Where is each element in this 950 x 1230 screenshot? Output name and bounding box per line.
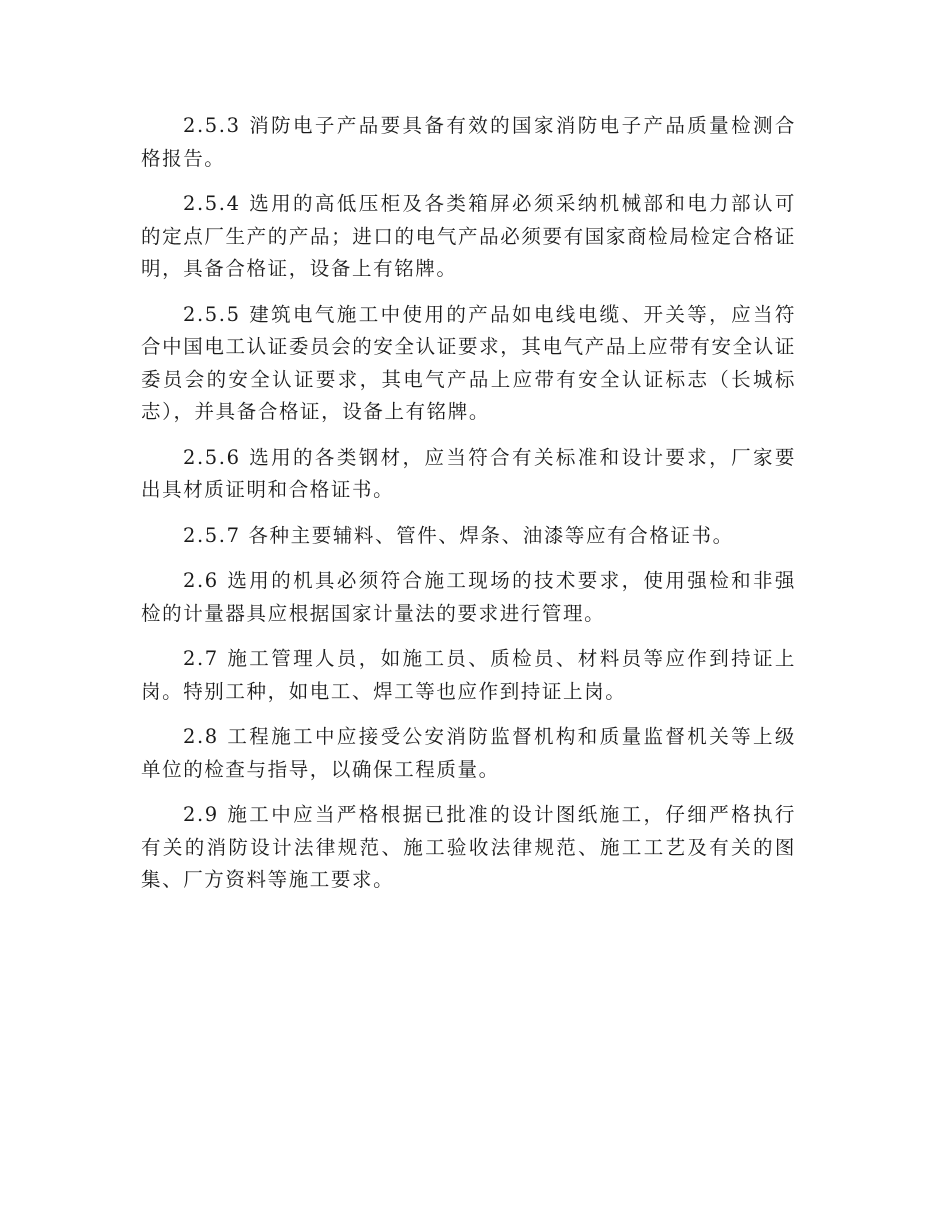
paragraph-2-5-6: 2.5.6 选用的各类钢材，应当符合有关标准和设计要求，厂家要出具材质证明和合格证书。	[141, 445, 796, 501]
paragraph-2-8: 2.8 工程施工中应接受公安消防监督机构和质量监督机关等上级单位的检查与指导，以确保工程质量。	[141, 725, 796, 781]
paragraph-2-5-7: 2.5.7 各种主要辅料、管件、焊条、油漆等应有合格证书。	[183, 523, 734, 547]
paragraph-2-5-4: 2.5.4 选用的高低压柜及各类箱屏必须采纳机械部和电力部认可的定点厂生产的产品；进口的电气产品必须要有国家商检局检定合格证明，具备合格证，设备上有铭牌。	[141, 192, 796, 280]
document-page	[141, 110, 796, 910]
paragraph-2-9: 2.9 施工中应当严格根据已批准的设计图纸施工，仔细严格执行有关的消防设计法律规范、施工验收法律规范、施工工艺及有关的图集、厂方资料等施工要求。	[141, 803, 796, 891]
paragraph-2-5-3: 2.5.3 消防电子产品要具备有效的国家消防电子产品质量检测合格报告。	[141, 114, 796, 170]
paragraph-2-5-5: 2.5.5 建筑电气施工中使用的产品如电线电缆、开关等，应当符合中国电工认证委员会的安全认证要求，其电气产品上应带有安全认证委员会的安全认证要求，其电气产品上应带有安全认证标志（长城标志），并具备合格证，设备上有铭牌。	[141, 302, 796, 423]
paragraph-2-6: 2.6 选用的机具必须符合施工现场的技术要求，使用强检和非强检的计量器具应根据国家计量法的要求进行管理。	[141, 569, 796, 625]
paragraph-2-7: 2.7 施工管理人员，如施工员、质检员、材料员等应作到持证上岗。特别工种，如电工、焊工等也应作到持证上岗。	[141, 647, 796, 703]
